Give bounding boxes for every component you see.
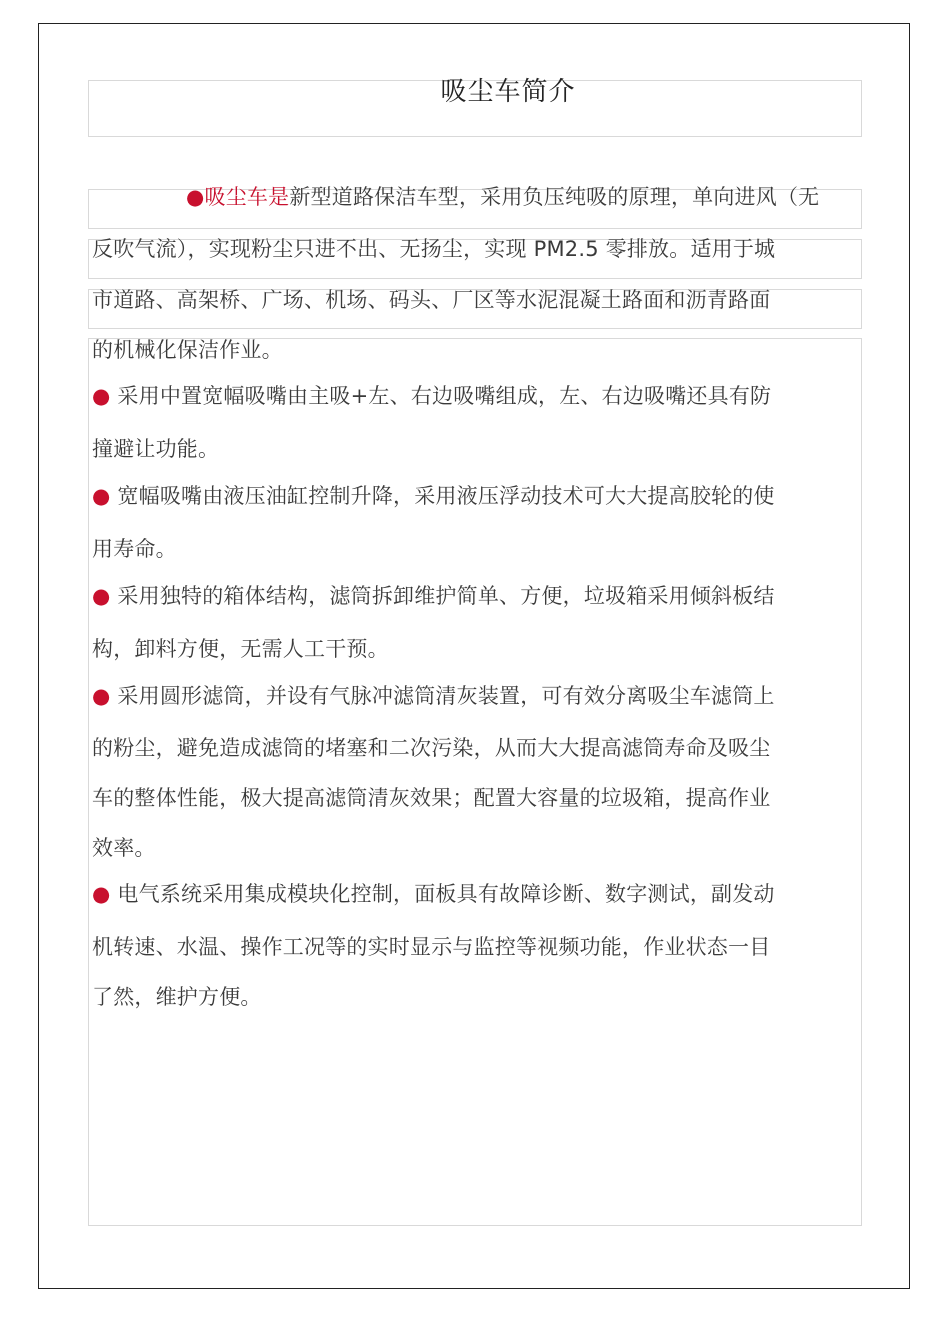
feature-5-line-2: 机转速、水温、操作工况等的实时显示与监控等视频功能，作业状态一目 [92, 935, 771, 959]
content-box [88, 338, 862, 1226]
feature-1-text-1: 采用中置宽幅吸嘴由主吸+左、右边吸嘴组成，左、右边吸嘴还具有防 [117, 384, 772, 408]
feature-5-line-1 [92, 881, 862, 908]
feature-4-line-4: 效率。 [92, 836, 156, 860]
intro-lead: 吸尘车是 [204, 185, 290, 209]
feature-5-bullet: ● [92, 882, 111, 906]
feature-4-line-1 [92, 683, 862, 710]
feature-1-line-2: 撞避让功能。 [92, 437, 220, 461]
intro-line-2 [92, 236, 862, 263]
feature-3-text-1: 采用独特的箱体结构，滤筒拆卸维护简单、方便，垃圾箱采用倾斜板结 [117, 584, 775, 608]
feature-1-line-1 [92, 383, 862, 410]
intro-line-3: 市道路、高架桥、广场、机场、码头、厂区等水泥混凝土路面和沥青路面 [92, 288, 771, 312]
feature-5-text-1: 电气系统采用集成模块化控制，面板具有故障诊断、数字测试，副发动 [117, 882, 775, 906]
feature-3-bullet: ● [92, 584, 111, 608]
intro-line-1 [186, 184, 950, 211]
feature-5-line-3: 了然，维护方便。 [92, 985, 262, 1009]
feature-3-line-1 [92, 583, 862, 610]
feature-2-line-1 [92, 483, 862, 510]
feature-2-line-2: 用寿命。 [92, 537, 177, 561]
feature-4-line-2: 的粉尘，避免造成滤筒的堵塞和二次污染，从而大大提高滤筒寿命及吸尘 [92, 736, 771, 760]
intro-pm25: PM2.5 [533, 237, 599, 261]
feature-4-bullet: ● [92, 684, 111, 708]
feature-4-line-3: 车的整体性能，极大提高滤筒清灰效果；配置大容量的垃圾箱，提高作业 [92, 786, 771, 810]
feature-2-bullet: ● [92, 484, 111, 508]
intro-line-1-text: 新型道路保洁车型，采用负压纯吸的原理，单向进风（无 [289, 185, 820, 209]
feature-2-text-1: 宽幅吸嘴由液压油缸控制升降，采用液压浮动技术可大大提高胶轮的使 [117, 484, 775, 508]
feature-1-bullet: ● [92, 384, 111, 408]
intro-line-2b: 零排放。适用于城 [598, 237, 776, 261]
intro-line-4: 的机械化保洁作业。 [92, 338, 283, 362]
page-title: 吸尘车简介 [440, 77, 576, 107]
intro-bullet: ● [186, 185, 205, 209]
feature-4-text-1: 采用圆形滤筒，并设有气脉冲滤筒清灰装置，可有效分离吸尘车滤筒上 [117, 684, 775, 708]
intro-line-2a: 反吹气流），实现粉尘只进不出、无扬尘，实现 [92, 237, 534, 261]
feature-3-line-2: 构，卸料方便，无需人工干预。 [92, 637, 389, 661]
